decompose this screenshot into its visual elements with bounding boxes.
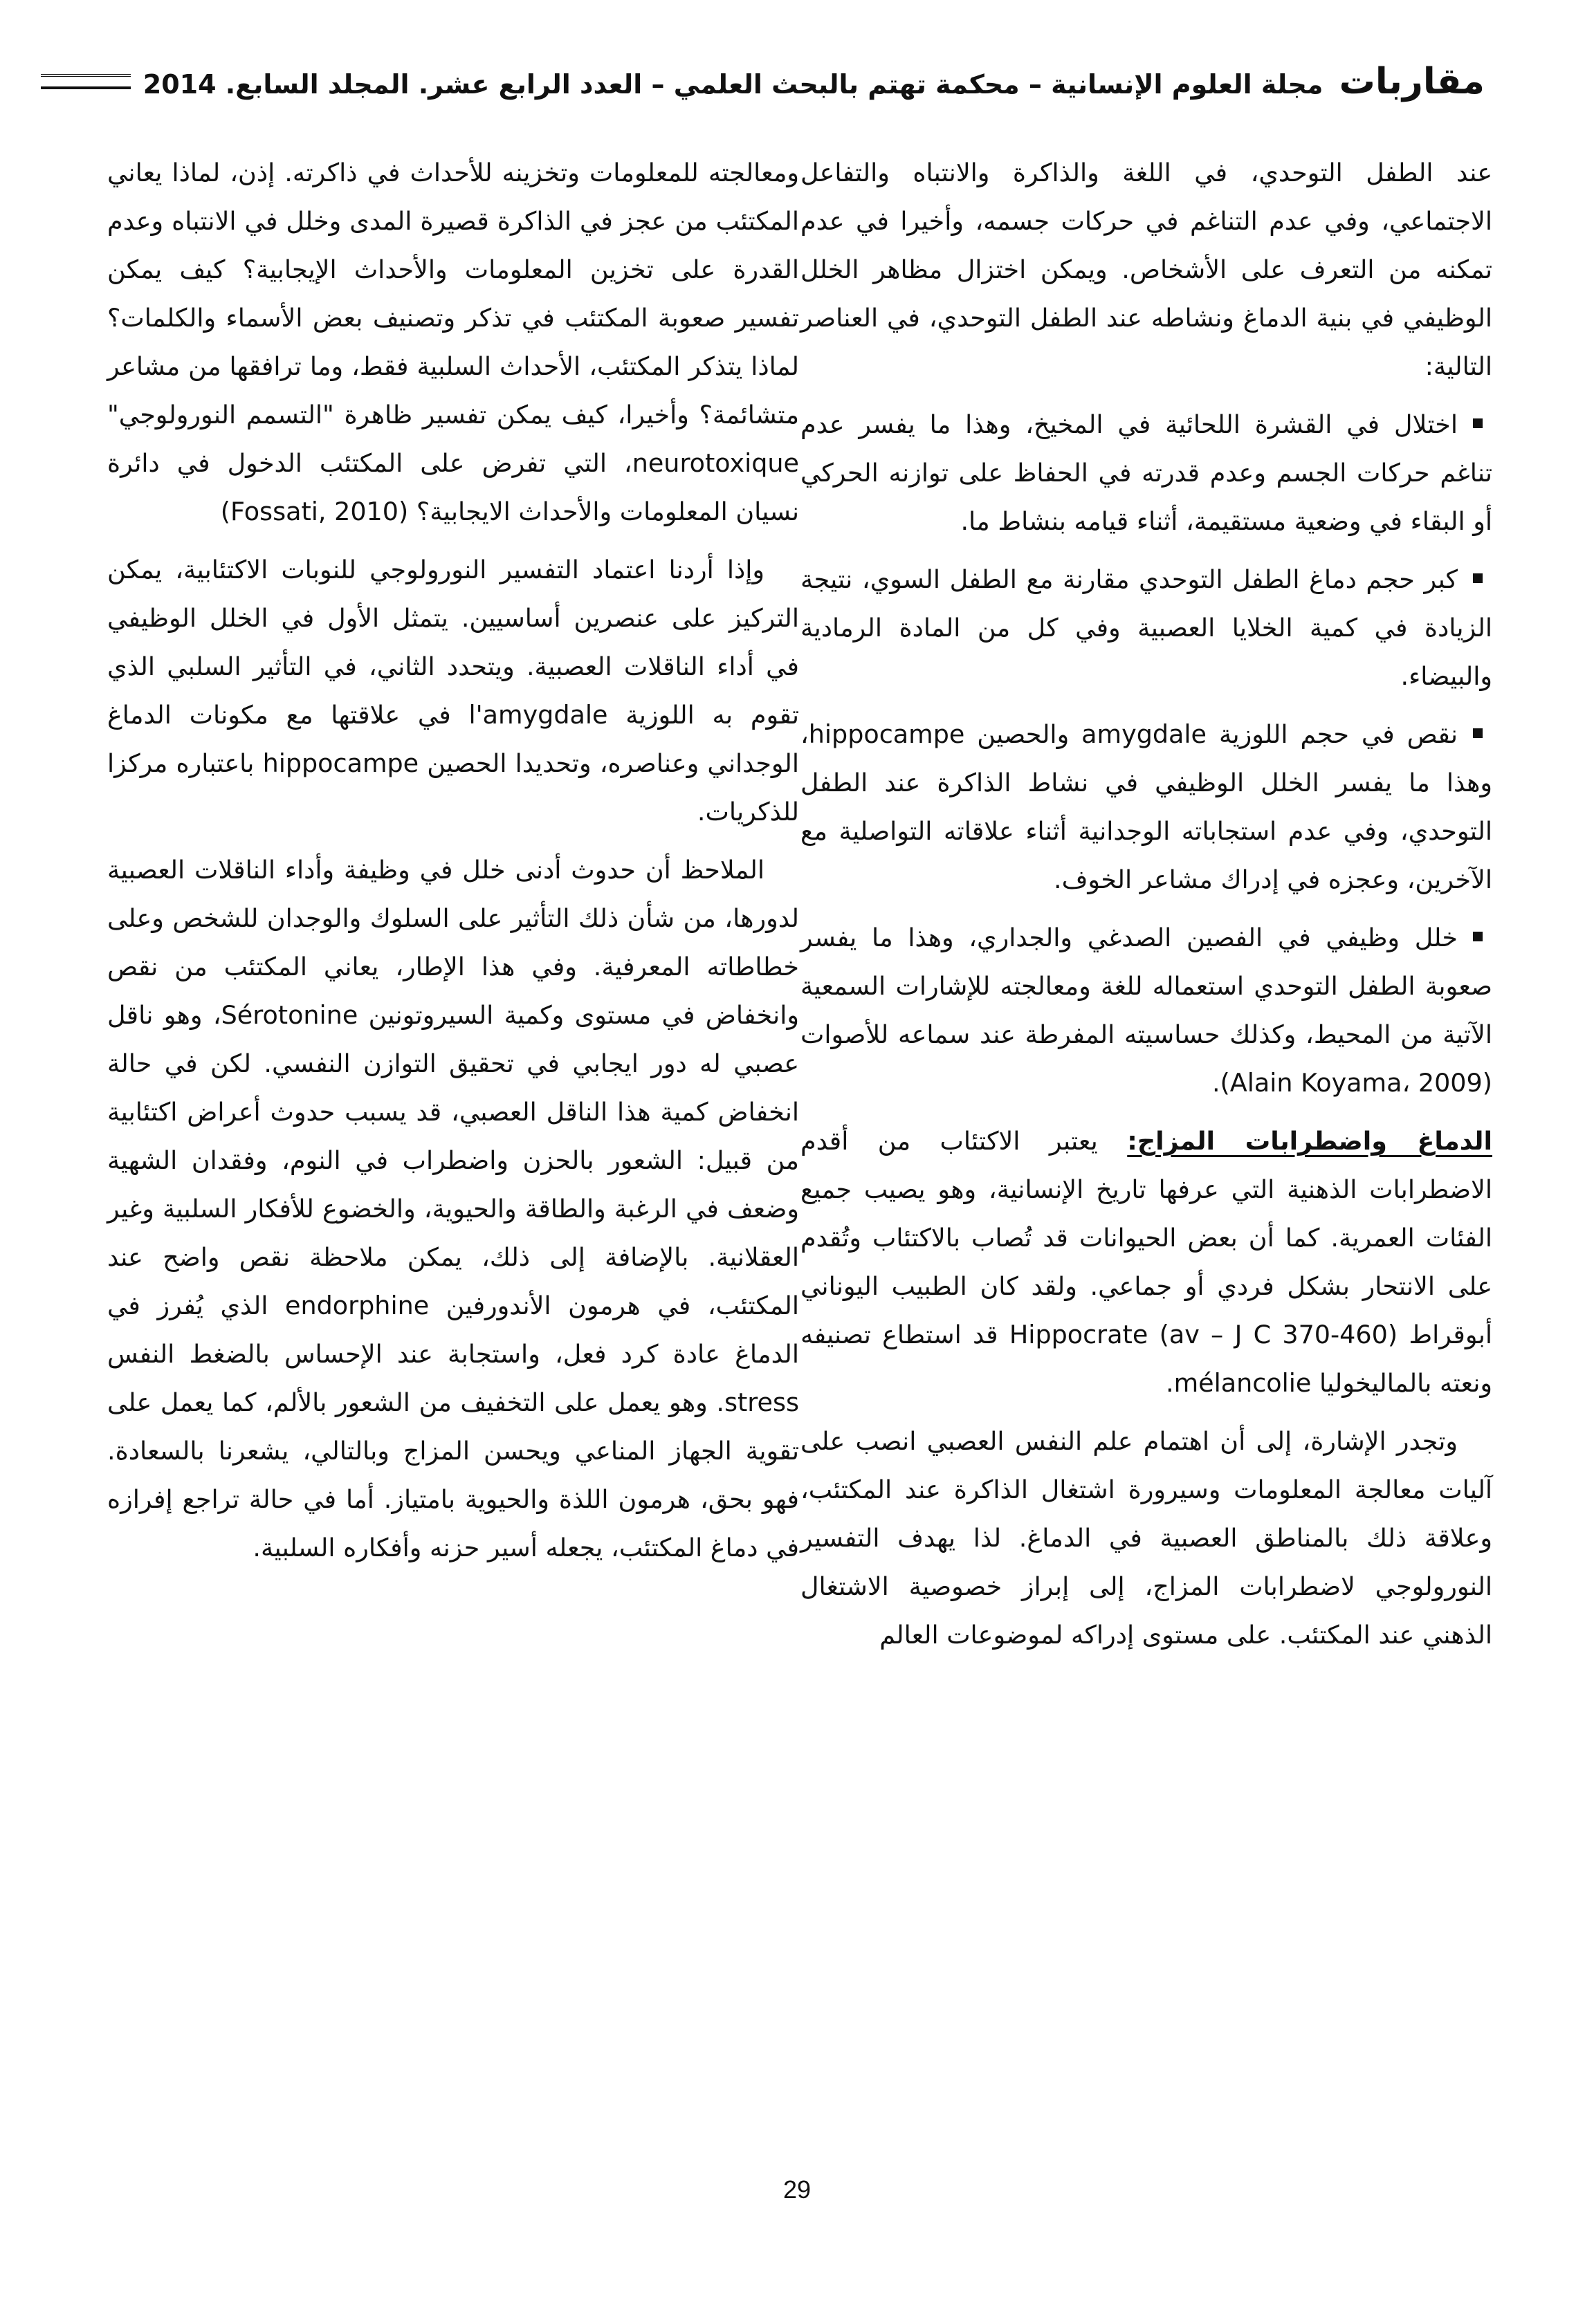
page-header xyxy=(97,61,1497,102)
paragraph-text: الملاحظ أن حدوث أدنى خلل في وظيفة وأداء الناقلات العصبية لدورها، من شأن ذلك التأثير على السلوك والوجدان للشخص وعلى خطاطاته المعرفية. وفي هذا الإطار، يعاني المكتئب من نقص وانخفاض في مستوى وكمية السيروتونين Sérotonine، وهو ناقل عصبي له دور ايجابي في تحقيق التوازن النفسي. لكن في حالة انخفاض كمية هذا الناقل العصبي، قد يسبب حدوث أعراض اكتئابية من قبيل: الشعور بالحزن واضطراب في النوم، وفقدان الشهية وضعف في الرغبة والطاقة والحيوية، والخضوع للأفكار السلبية وغير العقلانية. بالإضافة إلى ذلك، يمكن ملاحظة نقص واضح عند المكتئب، في هرمون الأندورفين endorphine الذي يُفرز في الدماغ عادة كرد فعل، واستجابة عند الإحساس بالضغط النفس stress. وهو يعمل على التخفيف من الشعور بالألم، كما يعمل على تقوية الجهاز المناعي ويحسن المزاج وبالتالي، يشعرنا بالسعادة. فهو بحق، هرمون اللذة والحيوية بامتياز. أما في حالة تراجع إفرازه في دماغ المكتئب، يجعله أسير حزنه وأفكاره السلبية. xyxy=(107,855,799,1562)
bullet-text: اختلال في القشرة اللحائية في المخيخ، وهذا ما يفسر عدم تناغم حركات الجسم وعدم قدرته في الحفاظ على توازنه الحركي أو البقاء في وضعية مستقيمة، أثناء قيامه بنشاط ما. xyxy=(800,409,1492,536)
journal-brand: مقاربات xyxy=(1339,61,1485,102)
journal-header-text: مجلة العلوم الإنسانية – محكمة تهتم بالبحث العلمي – العدد الرابع عشر. المجلد السابع. 2014 xyxy=(143,69,1323,100)
paragraph-text: وإذا أردنا اعتماد التفسير النورولوجي للنوبات الاكتئابية، يمكن التركيز على عنصرين أساسيين. يتمثل الأول في الخلل الوظيفي في أداء الناقلات العصبية. ويتحدد الثاني، في التأثير السلبي الذي تقوم به اللوزية l'amygdale في علاقتها مع مكونات الدماغ الوجداني وعناصره، وتحديدا الحصين hippocampe باعتباره مركزا للذكريات. xyxy=(107,555,799,827)
page-number: 29 xyxy=(782,2175,812,2204)
bullet-item xyxy=(800,710,1492,904)
bullet-text: كبر حجم دماغ الطفل التوحدي مقارنة مع الطفل السوي، نتيجة الزيادة في كمية الخلايا العصبية وفي كل من المادة الرمادية والبيضاء. xyxy=(800,564,1492,691)
paragraph xyxy=(800,1117,1492,1408)
paragraph-text: وتجدر الإشارة، إلى أن اهتمام علم النفس العصبي انصب على آليات معالجة المعلومات وسيرورة اشتغال الذاكرة عند المكتئب، وعلاقة ذلك بالمناطق العصبية في الدماغ. لذا يهدف التفسير النورولوجي لاضطرابات المزاج، إلى إبراز خصوصية الاشتغال الذهني عند المكتئب. على مستوى إدراكه لموضوعات العالم xyxy=(800,1426,1492,1650)
bullet-item xyxy=(800,914,1492,1107)
bullet-text: خلل وظيفي في الفصين الصدغي والجداري، وهذا ما يفسر صعوبة الطفل التوحدي استعماله للغة ومعالجته للإشارات السمعية الآتية من المحيط، وكذلك حساسيته المفرطة عند سماعه للأصوات (Alain Koyama، 2009). xyxy=(800,923,1492,1098)
bullet-text: نقص في حجم اللوزية amygdale والحصين hippocampe، وهذا ما يفسر الخلل الوظيفي في نشاط الذاكرة عند الطفل التوحدي، وفي عدم استجاباته الوجدانية أثناء علاقاته التواصلية مع الآخرين، وعجزه في إدراك مشاعر الخوف. xyxy=(800,719,1492,894)
paragraph: ومعالجته للمعلومات وتخزينه للأحداث في ذاكرته. إذن، لماذا يعاني المكتئب من عجز في الذاكرة قصيرة المدى وخلل في الانتباه وعدم القدرة على تخزين المعلومات والأحداث الإيجابية؟ كيف يمكن تفسير صعوبة المكتئب في تذكر وتصنيف بعض الأسماء والكلمات؟ لماذا يتذكر المكتئب، الأحداث السلبية فقط، وما ترافقها من مشاعر متشائمة؟ وأخيرا، كيف يمكن تفسير ظاهرة "التسمم النورولوجي" neurotoxique، التي تفرض على المكتئب الدخول في دائرة نسيان المعلومات والأحداث الايجابية؟ (Fossati, 2010) xyxy=(107,158,799,526)
paragraph: عند الطفل التوحدي، في اللغة والذاكرة والانتباه والتفاعل الاجتماعي، وفي عدم التناغم في حركات جسمه، وأخيرا في عدم تمكنه من التعرف على الأشخاص. ويمكن اختزال مظاهر الخلل الوظيفي في بنية الدماغ ونشاطه عند الطفل التوحدي، في العناصر التالية: xyxy=(800,158,1492,381)
section-body: يعتبر الاكتئاب من أقدم الاضطرابات الذهنية التي عرفها تاريخ الإنسانية، وهو يصيب جميع الفئات العمرية. كما أن بعض الحيوانات قد تُصاب بالاكتئاب وتُقدم على الانتحار بشكل فردي أو جماعي. ولقد كان الطبيب اليوناني أبوقراط Hippocrate (av – J C 370-460) قد استطاع تصنيفه ونعته بالماليخوليا mélancolie. xyxy=(800,1126,1492,1398)
section-title: الدماغ واضطرابات المزاج: xyxy=(1127,1126,1492,1156)
paragraph xyxy=(800,1417,1492,1659)
journal-header xyxy=(131,61,1497,102)
header-rule xyxy=(41,74,131,89)
paragraph xyxy=(107,846,799,1572)
paragraph xyxy=(107,546,799,836)
bullet-item xyxy=(800,400,1492,546)
bullet-item xyxy=(800,555,1492,701)
right-column xyxy=(800,149,1492,1669)
left-column xyxy=(107,149,799,1582)
